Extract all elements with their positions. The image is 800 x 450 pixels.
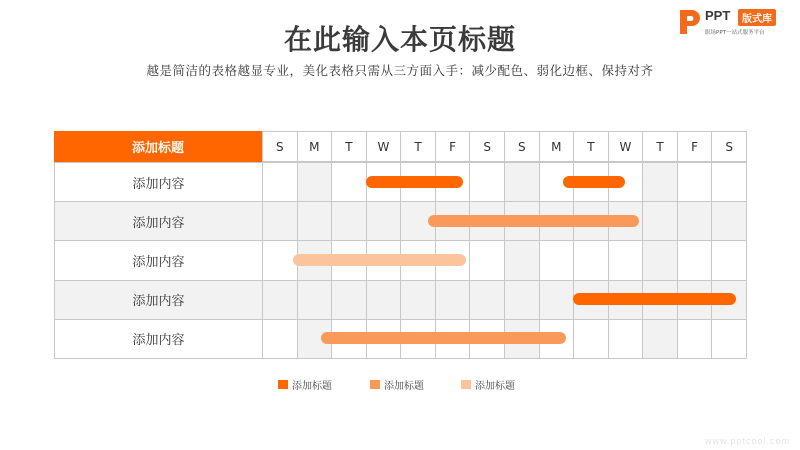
gantt-grid-cell [539, 240, 575, 280]
day-header: M [297, 131, 333, 162]
gantt-bar [321, 332, 566, 344]
day-header: S [711, 131, 747, 162]
brand-logo[interactable] [678, 8, 794, 38]
gantt-grid-cell [711, 162, 747, 202]
gantt-grid-cell [504, 162, 540, 202]
gantt-grid-cell [608, 240, 644, 280]
gantt-grid-cell [711, 240, 747, 280]
gantt-bar [428, 215, 639, 227]
page-subtitle: 越是简洁的表格越显专业，美化表格只需从三方面入手：减少配色、弱化边框、保持对齐 [146, 63, 654, 78]
gantt-chart [54, 131, 746, 358]
gantt-grid-cell [469, 280, 505, 320]
gantt-grid-cell [573, 319, 609, 359]
gantt-grid-cell [297, 162, 333, 202]
chart-legend [0, 377, 800, 391]
day-header: S [262, 131, 298, 162]
gantt-grid-cell [366, 280, 402, 320]
gantt-row-label: 添加内容 [54, 280, 263, 320]
ppt-logo-icon [678, 8, 702, 36]
legend-item [370, 377, 424, 391]
gantt-grid-cell [711, 319, 747, 359]
gantt-bar [573, 293, 735, 305]
day-header: T [642, 131, 678, 162]
gantt-grid-cell [469, 162, 505, 202]
gantt-grid-cell [400, 280, 436, 320]
logo-tagline: 职场PPT一站式服务平台 [705, 30, 765, 36]
gantt-bar [563, 176, 625, 188]
day-header: W [366, 131, 402, 162]
legend-swatch [278, 380, 288, 389]
legend-swatch [461, 380, 471, 389]
gantt-grid-cell [504, 240, 540, 280]
gantt-grid-cell [262, 319, 298, 359]
gantt-row-label: 添加内容 [54, 240, 263, 280]
day-header: T [573, 131, 609, 162]
gantt-grid-cell [331, 162, 367, 202]
gantt-grid-cell [435, 280, 471, 320]
gantt-grid-cell [262, 280, 298, 320]
legend-item [461, 377, 515, 391]
legend-label: 添加标题 [292, 380, 332, 392]
gantt-grid-cell [677, 240, 713, 280]
day-header: S [504, 131, 540, 162]
day-header: T [331, 131, 367, 162]
gantt-grid-cell [297, 201, 333, 241]
day-header: F [677, 131, 713, 162]
gantt-grid-cell [262, 201, 298, 241]
gantt-grid-cell [642, 162, 678, 202]
gantt-header-label: 添加标题 [54, 131, 262, 162]
legend-swatch [370, 380, 380, 389]
gantt-grid-cell [366, 201, 402, 241]
day-header: M [539, 131, 575, 162]
gantt-grid-cell [642, 319, 678, 359]
day-header: W [608, 131, 644, 162]
gantt-grid-cell [331, 280, 367, 320]
gantt-grid-cell [262, 162, 298, 202]
gantt-grid-cell [677, 162, 713, 202]
gantt-row-label: 添加内容 [54, 162, 263, 202]
gantt-grid-cell [677, 201, 713, 241]
watermark-text: www.pptcool.com [704, 436, 790, 446]
gantt-grid-cell [677, 319, 713, 359]
day-header: F [435, 131, 471, 162]
page-title: 在此输入本页标题 [283, 23, 516, 56]
gantt-grid-cell [504, 280, 540, 320]
gantt-grid-cell [539, 280, 575, 320]
logo-badge: 版式库 [738, 9, 776, 26]
gantt-grid-cell [331, 201, 367, 241]
gantt-grid-cell [469, 240, 505, 280]
day-header: T [400, 131, 436, 162]
day-header: S [469, 131, 505, 162]
gantt-row-label: 添加内容 [54, 201, 263, 241]
gantt-grid-cell [608, 319, 644, 359]
gantt-row-label: 添加内容 [54, 319, 263, 359]
legend-item [278, 377, 332, 391]
gantt-bar [366, 176, 463, 188]
gantt-grid-cell [573, 240, 609, 280]
gantt-grid-cell [297, 280, 333, 320]
logo-text: PPT [705, 8, 731, 23]
legend-label: 添加标题 [475, 380, 515, 392]
legend-label: 添加标题 [384, 380, 424, 392]
gantt-bar [293, 254, 466, 266]
gantt-grid-cell [642, 240, 678, 280]
gantt-grid-cell [711, 201, 747, 241]
gantt-grid-cell [642, 201, 678, 241]
